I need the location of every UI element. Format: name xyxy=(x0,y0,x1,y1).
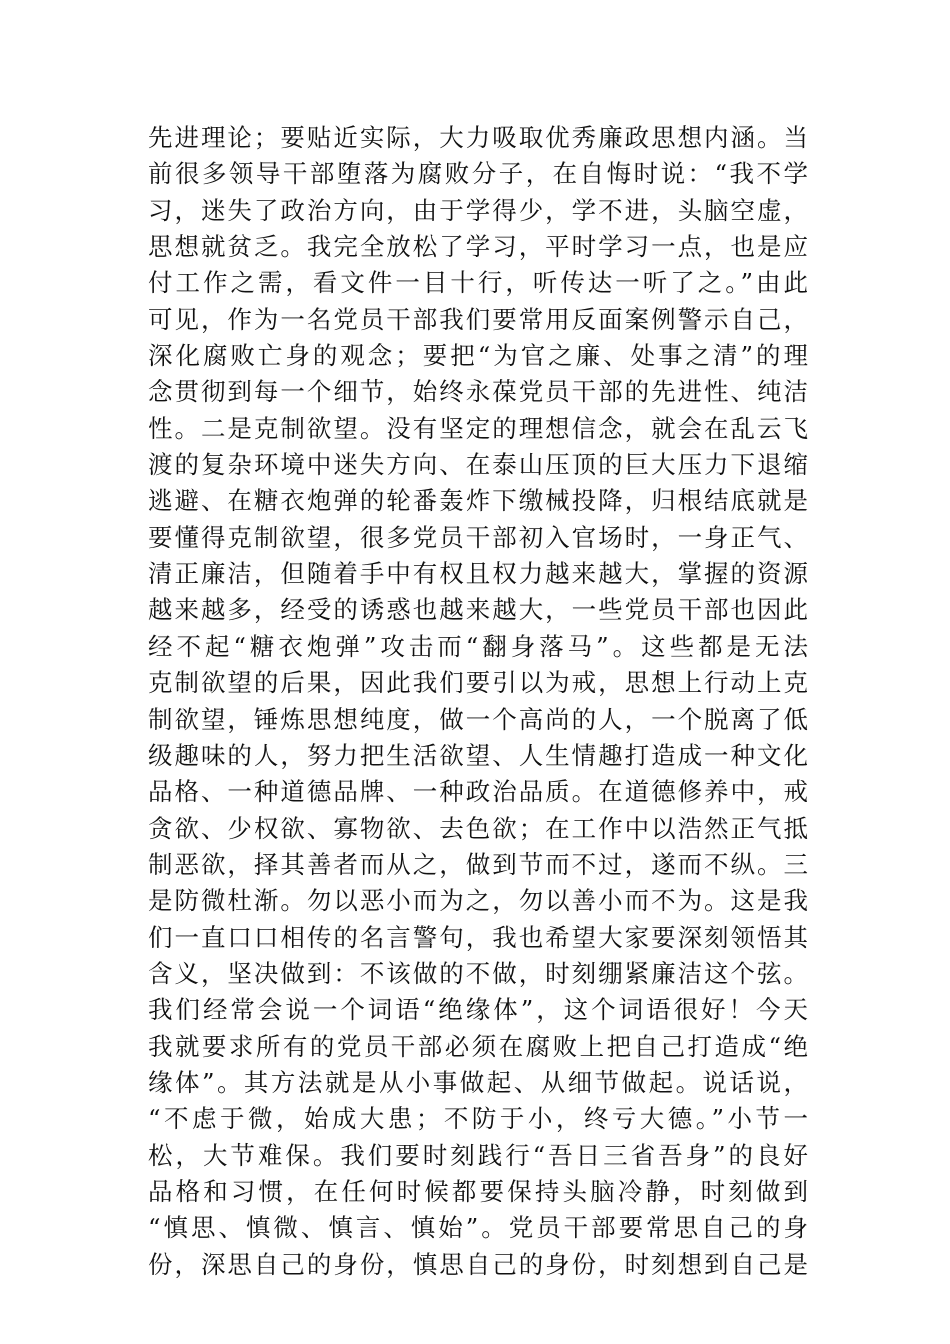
text-line: 付工作之需，看文件一目十行，听传达一听了之。”由此 xyxy=(148,268,808,298)
text-line: 先进理论；要贴近实际，大力吸取优秀廉政思想内涵。当 xyxy=(148,123,808,152)
text-line: 含义，坚决做到：不该做的不做，时刻绷紧廉洁这个弦。 xyxy=(148,958,808,988)
text-line: 性。二是克制欲望。没有坚定的理想信念，就会在乱云飞 xyxy=(148,413,808,443)
text-line: 是防微杜渐。勿以恶小而为之，勿以善小而不为。这是我 xyxy=(148,886,808,916)
text-line: 可见，作为一名党员干部我们要常用反面案例警示自己， xyxy=(148,304,808,334)
text-line: “慎思、慎微、慎言、慎始”。党员干部要常思自己的身 xyxy=(148,1213,808,1243)
text-line: 们一直口口相传的名言警句，我也希望大家要深刻领悟其 xyxy=(148,922,808,952)
text-line: 念贯彻到每一个细节，始终永葆党员干部的先进性、纯洁 xyxy=(148,377,808,407)
body-paragraph xyxy=(148,120,808,1283)
text-line: 份，深思自己的身份，慎思自己的身份，时刻想到自己是 xyxy=(148,1249,808,1279)
text-line: 越来越多，经受的诱惑也越来越大，一些党员干部也因此 xyxy=(148,595,808,625)
text-line: 品格和习惯，在任何时候都要保持头脑冷静，时刻做到 xyxy=(148,1176,808,1206)
text-line: 渡的复杂环境中迷失方向、在泰山压顶的巨大压力下退缩 xyxy=(148,450,808,480)
text-line: 要懂得克制欲望，很多党员干部初入官场时，一身正气、 xyxy=(148,522,808,552)
text-line: “不虑于微，始成大患；不防于小，终亏大德。”小节一 xyxy=(148,1104,808,1134)
text-line: 前很多领导干部堕落为腐败分子，在自悔时说：“我不学 xyxy=(148,159,808,189)
text-line: 克制欲望的后果，因此我们要引以为戒，思想上行动上克 xyxy=(148,668,808,698)
text-line: 习，迷失了政治方向，由于学得少，学不进，头脑空虚， xyxy=(148,195,808,225)
text-line: 缘体”。其方法就是从小事做起、从细节做起。说话说， xyxy=(148,1067,808,1097)
text-line: 思想就贫乏。我完全放松了学习，平时学习一点，也是应 xyxy=(148,232,808,262)
text-line: 制欲望，锤炼思想纯度，做一个高尚的人，一个脱离了低 xyxy=(148,704,808,734)
text-line: 经不起“糖衣炮弹”攻击而“翻身落马”。这些都是无法 xyxy=(148,631,808,661)
text-line: 我就要求所有的党员干部必须在腐败上把自己打造成“绝 xyxy=(148,1031,808,1061)
text-line: 深化腐败亡身的观念；要把“为官之廉、处事之清”的理 xyxy=(148,341,808,371)
text-line: 清正廉洁，但随着手中有权且权力越来越大，掌握的资源 xyxy=(148,559,808,589)
text-line: 松，大节难保。我们要时刻践行“吾日三省吾身”的良好 xyxy=(148,1140,808,1170)
text-line: 逃避、在糖衣炮弹的轮番轰炸下缴械投降，归根结底就是 xyxy=(148,486,808,516)
text-line: 我们经常会说一个词语“绝缘体”，这个词语很好！今天 xyxy=(148,995,808,1025)
text-line: 品格、一种道德品牌、一种政治品质。在道德修养中，戒 xyxy=(148,777,808,807)
text-line: 贪欲、少权欲、寡物欲、去色欲；在工作中以浩然正气抵 xyxy=(148,813,808,843)
text-line: 制恶欲，择其善者而从之，做到节而不过，遂而不纵。三 xyxy=(148,849,808,879)
text-line: 级趣味的人，努力把生活欲望、人生情趣打造成一种文化 xyxy=(148,740,808,770)
